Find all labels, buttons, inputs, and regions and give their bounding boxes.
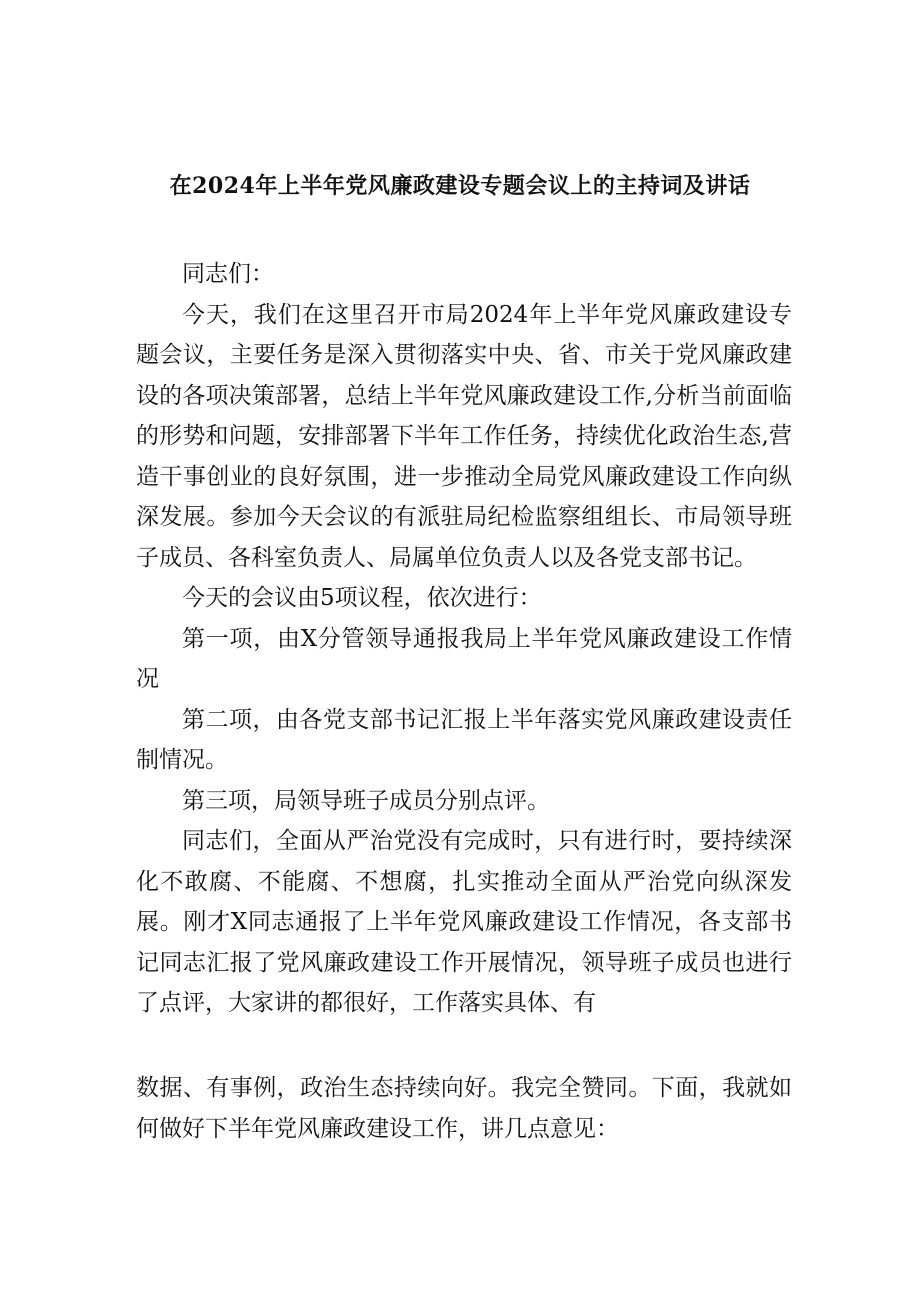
paragraph-summary-continued: 数据、有事例，政治生态持续向好。我完全赞同。下面，我就如何做好下半年党风廉政建设工作，讲几点意见： [136,1075,792,1142]
paragraph-agenda-item-3: 第三项，局领导班子成员分别点评。 [182,787,550,814]
paragraph-agenda-intro: 今天的会议由5项议程，依次进行： [182,585,542,611]
paragraph-opening: 今天，我们在这里召开市局2024年上半年党风廉政建设专题会议，主要任务是深入贯彻落实中央、省、市关于党风廉政建设的各项决策部署，总结上半年党风廉政建设工作,分析当前面临的形势和问题，安排部署下半年工作任务，持续优化政治生态,营造干事创业的良好氛围，进一步推动全局党风廉政建设工作向纵深发展。参加今天会议的有派驻局纪检监察组组长、市局领导班子成员、各科室负责人、局属单位负责人以及各党支部书记。 [136,301,792,571]
document-title: 在2024年上半年党风廉政建设专题会议上的主持词及讲话 [169,173,751,199]
document-body-lower [136,1068,792,1149]
document-body-upper [136,254,792,1024]
paragraph-agenda-item-2: 第二项，由各党支部书记汇报上半年落实党风廉政建设责任制情况。 [136,706,792,773]
paragraph-agenda-item-1: 第一项，由X分管领导通报我局上半年党风廉政建设工作情况 [136,625,792,692]
paragraph-summary: 同志们，全面从严治党没有完成时，只有进行时，要持续深化不敢腐、不能腐、不想腐，扎实推动全面从严治党向纵深发展。刚才X同志通报了上半年党风廉政建设工作情况，各支部书记同志汇报了党风廉政建设工作开展情况，领导班子成员也进行了点评，大家讲的都很好，工作落实具体、有 [136,828,792,1016]
paragraph-greeting: 同志们： [182,261,274,287]
